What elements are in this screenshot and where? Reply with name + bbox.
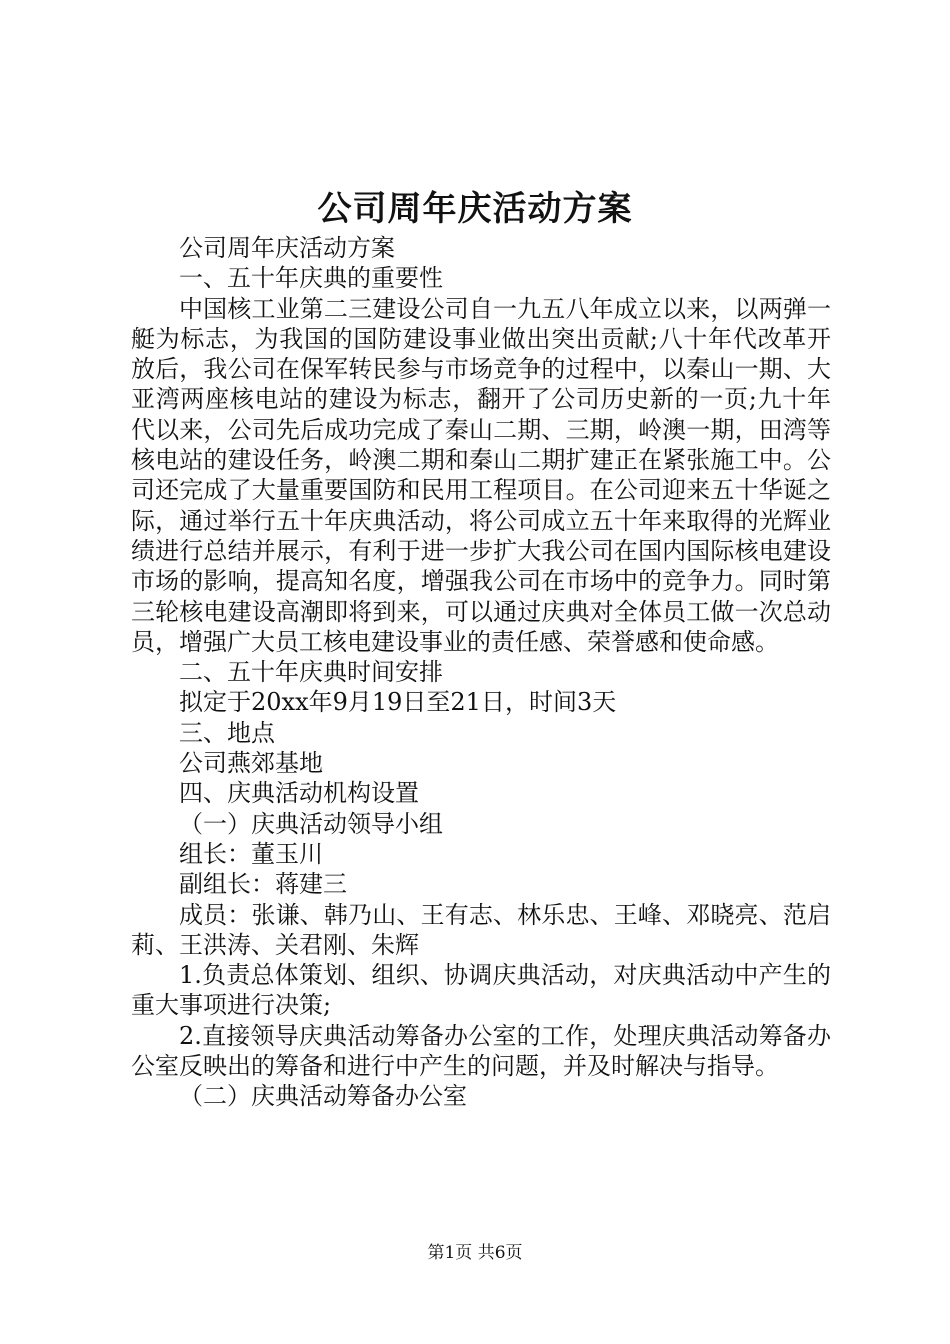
paragraph-members: 成员：张谦、韩乃山、王有志、林乐忠、王峰、邓晓亮、范启莉、王洪涛、关君刚、朱辉 — [131, 900, 831, 959]
section-heading-schedule: 二、五十年庆典时间安排 — [179, 658, 443, 687]
document-body — [131, 233, 831, 1112]
subsection-heading-preparation-office: （二）庆典活动筹备办公室 — [179, 1082, 467, 1111]
document-title: 公司周年庆活动方案 — [317, 189, 633, 229]
paragraph-schedule-date: 拟定于20xx年9月19日至21日，时间3天 — [179, 688, 617, 717]
list-item-duty-2: 2.直接领导庆典活动筹备办公室的工作，处理庆典活动筹备办公室反映出的筹备和进行中产生的问题，并及时解决与指导。 — [131, 1021, 831, 1081]
section-heading-importance: 一、五十年庆典的重要性 — [179, 264, 443, 293]
paragraph-subtitle: 公司周年庆活动方案 — [179, 234, 395, 262]
paragraph-company-history: 中国核工业第二三建设公司自一九五八年成立以来，以两弹一艇为标志，为我国的国防建设事业做出突出贡献;八十年代改革开放后，我公司在保军转民参与市场竞争的过程中，以秦山一期、大亚湾两座核电站的建设为标志，翻开了公司历史新的一页;九十年代以来，公司先后成功完成了秦山二期、三期，岭澳一期，田湾等核电站的建设任务，岭澳二期和秦山二期扩建正在紧张施工中。公司还完成了大量重要国防和民用工程项目。在公司迎来五十华诞之际，通过举行五十年庆典活动，将公司成立五十年来取得的光辉业绩进行总结并展示，有利于进一步扩大我公司在国内国际核电建设市场的影响，提高知名度，增强我公司在市场中的竞争力。同时第三轮核电建设高潮即将到来，可以通过庆典对全体员工做一次总动员，增强广大员工核电建设事业的责任感、荣誉感和使命感。 — [131, 294, 831, 656]
page-number-footer: 第1页 共6页 — [427, 1243, 523, 1263]
paragraph-deputy-leader: 副组长：蒋建三 — [179, 870, 347, 899]
paragraph-group-leader: 组长：董玉川 — [179, 839, 323, 868]
subsection-heading-leadership-group: （一）庆典活动领导小组 — [179, 809, 443, 838]
section-heading-location: 三、地点 — [179, 718, 275, 747]
paragraph-location: 公司燕郊基地 — [179, 749, 323, 778]
list-item-duty-1: 1.负责总体策划、组织、协调庆典活动，对庆典活动中产生的重大事项进行决策; — [131, 961, 831, 1020]
section-heading-organization: 四、庆典活动机构设置 — [179, 779, 419, 808]
